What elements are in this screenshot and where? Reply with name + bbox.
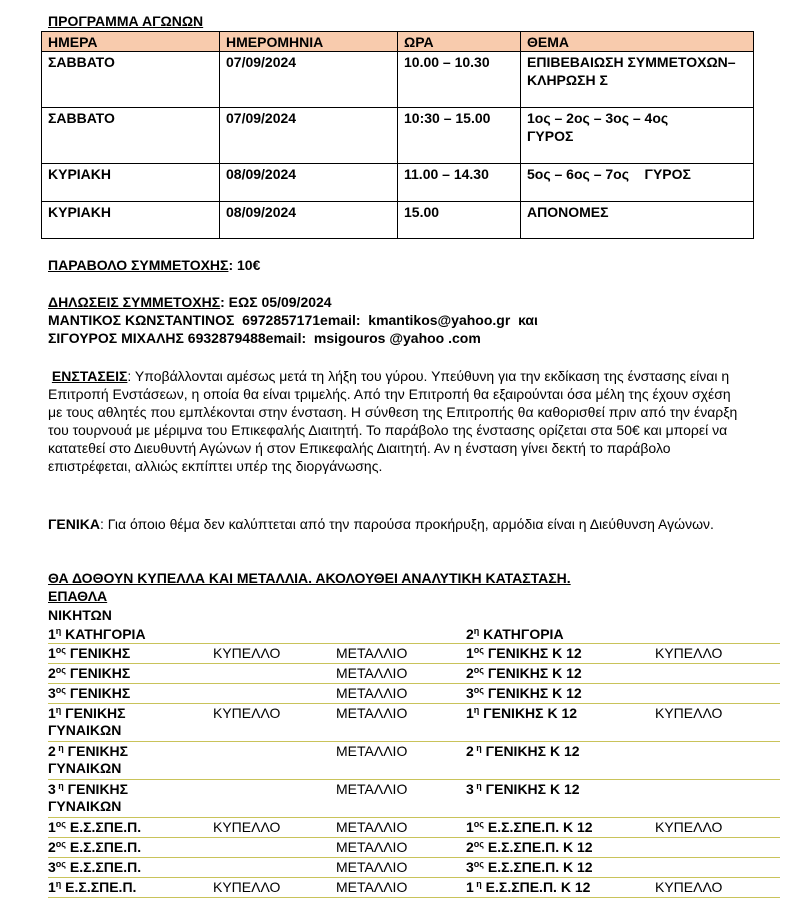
header-topic: ΘΕΜΑ [521, 32, 754, 52]
table-row [48, 780, 780, 818]
contact-2: ΣΙΓΟΥΡΟΣ ΜΙΧΑΛΗΣ 6932879488email: msigouros @yahoo .com [48, 330, 481, 346]
awards-table [48, 625, 780, 898]
place-label-cat1: $1^{o\varsigma}$ ΓΕΝΙΚΗΣ [48, 645, 131, 661]
cell-date: 08/09/2024 [220, 202, 398, 239]
table-row [48, 684, 780, 704]
place-label-cat1: $3^{o\varsigma}$ ΓΕΝΙΚΗΣ [48, 685, 131, 701]
cup-cat2: ΚΥΠΕΛΛΟ [655, 645, 723, 661]
cell-date: 07/09/2024 [220, 52, 398, 108]
objections-text: : Υποβάλλονται αμέσως μετά τη λήξη του γύρου. Υπεύθυνη για την εκδίκαση της ένστασης είναι η Επιτροπή Ενστάσεων, η οποία θα είναι τριμελής. Από την Επιτροπή θα εξαιρούνται όσα μέλη της έχουν σχέση με τους αθλητές που εμπλέκονται στην ένσταση. Η σύνθεση της Επιτροπής θα καθορισθεί πριν από την έναρξη του τουρνουά με μέριμνα του Επικεφαλής Διαιτητή. Το παράβολο της ένστασης ορίζεται στα 50€ και μπορεί να κατατεθεί στο Διευθυντή Αγώνων ή στον Επικεφαλής Διαιτητή. Αν η ένσταση γίνει δεκτή το παράβολο επιστρέφεται, αλλιώς εκπίπτει υπέρ της διοργάνωσης. [48, 368, 738, 474]
fee-line [48, 256, 748, 274]
place-label-cat2: $2^{o\varsigma}$ Ε.Σ.ΣΠΕ.Π. Κ 12 [466, 839, 593, 855]
prizes-label-1: ΕΠΑΘΛΑ [48, 588, 108, 604]
place-label-cat2: $3^{o\varsigma}$ Ε.Σ.ΣΠΕ.Π. Κ 12 [466, 859, 593, 875]
cell-time: 10.00 – 10.30 [398, 52, 521, 108]
place-label-cat2: $2^{o\varsigma}$ ΓΕΝΙΚΗΣ Κ 12 [466, 665, 582, 681]
schedule-header-row [42, 32, 754, 52]
cell-topic: 1ος – 2ος – 3ος – 4ος ΓΥΡΟΣ [521, 108, 754, 164]
cup-cat2: ΚΥΠΕΛΛΟ [655, 879, 723, 895]
medal-cat1: ΜΕΤΑΛΛΙΟ [336, 819, 408, 835]
place-label-cat1: $1^\eta$ ΓΕΝΙΚΗΣ ΓΥΝΑΙΚΩΝ [48, 705, 126, 738]
table-row [48, 818, 780, 838]
medal-cat1: ΜΕΤΑΛΛΙΟ [336, 879, 408, 895]
objections-label: ΕΝΣΤΑΣΕΙΣ [51, 368, 128, 384]
cell-date: 08/09/2024 [220, 164, 398, 202]
table-row [42, 164, 754, 202]
table-row [42, 52, 754, 108]
fee-label: ΠΑΡΑΒΟΛΟ ΣΥΜΜΕΤΟΧΗΣ [48, 257, 229, 273]
place-label-cat1: $3^{o\varsigma}$ Ε.Σ.ΣΠΕ.Π. [48, 859, 142, 875]
schedule-table [41, 31, 754, 239]
registration-value: : ΕΩΣ 05/09/2024 [220, 294, 332, 310]
header-day: ΗΜΕΡΑ [42, 32, 220, 52]
place-label-cat1: 3 $^\eta$ ΓΕΝΙΚΗΣ ΓΥΝΑΙΚΩΝ [48, 781, 129, 814]
fee-value: 10€ [233, 257, 261, 273]
place-label-cat1: 2 $^\eta$ ΓΕΝΙΚΗΣ ΓΥΝΑΙΚΩΝ [48, 743, 129, 776]
medal-cat1: ΜΕΤΑΛΛΙΟ [336, 743, 408, 759]
cup-cat1: ΚΥΠΕΛΛΟ [213, 645, 281, 661]
medal-cat1: ΜΕΤΑΛΛΙΟ [336, 645, 408, 661]
cup-cat1: ΚΥΠΕΛΛΟ [213, 705, 281, 721]
table-row [42, 202, 754, 239]
category-1-label: $1^\eta$ ΚΑΤΗΓΟΡΙΑ [48, 626, 146, 642]
page-title: ΠΡΟΓΡΑΜΜΑ ΑΓΩΝΩΝ [48, 13, 204, 29]
table-row [48, 704, 780, 742]
cell-topic: ΑΠΟΝΟΜΕΣ [521, 202, 754, 239]
medal-cat1: ΜΕΤΑΛΛΙΟ [336, 665, 408, 681]
cell-day: ΣΑΒΒΑΤΟ [42, 108, 220, 164]
registration-line [48, 293, 748, 311]
place-label-cat1: $1^\eta$ Ε.Σ.ΣΠΕ.Π. [48, 879, 137, 895]
medal-cat1: ΜΕΤΑΛΛΙΟ [336, 859, 408, 875]
medal-cat1: ΜΕΤΑΛΛΙΟ [336, 839, 408, 855]
place-label-cat1: $2^{o\varsigma}$ ΓΕΝΙΚΗΣ [48, 665, 131, 681]
cup-cat1: ΚΥΠΕΛΛΟ [213, 819, 281, 835]
prizes-label-2: ΝΙΚΗΤΩΝ [48, 607, 112, 623]
medal-cat1: ΜΕΤΑΛΛΙΟ [336, 781, 408, 797]
place-label-cat2: $1^{o\varsigma}$ ΓΕΝΙΚΗΣ Κ 12 [466, 645, 582, 661]
cup-cat1: ΚΥΠΕΛΛΟ [213, 879, 281, 895]
awards-heading: ΘΑ ΔΟΘΟΥΝ ΚΥΠΕΛΛΑ ΚΑΙ ΜΕΤΑΛΛΙΑ. ΑΚΟΛΟΥΘΕΙ ΑΝΑΛΥΤΙΚΗ ΚΑΤΑΣΤΑΣΗ. [48, 570, 571, 586]
objections-paragraph [48, 367, 738, 475]
registration-label: ΔΗΛΩΣΕΙΣ ΣΥΜΜΕΤΟΧΗΣ [48, 294, 221, 310]
cell-time: 11.00 – 14.30 [398, 164, 521, 202]
table-row [48, 644, 780, 664]
general-paragraph [48, 515, 748, 533]
category-row [48, 625, 780, 644]
table-row [48, 742, 780, 780]
general-label: ΓΕΝΙΚΑ [48, 516, 100, 532]
cup-cat2: ΚΥΠΕΛΛΟ [655, 705, 723, 721]
header-time: ΩΡΑ [398, 32, 521, 52]
cell-date: 07/09/2024 [220, 108, 398, 164]
place-label-cat2: $1^\eta$ ΓΕΝΙΚΗΣ Κ 12 [466, 705, 578, 721]
cell-time: 15.00 [398, 202, 521, 239]
cell-day: ΣΑΒΒΑΤΟ [42, 52, 220, 108]
table-row [48, 878, 780, 898]
table-row [48, 858, 780, 878]
place-label-cat1: $1^{o\varsigma}$ Ε.Σ.ΣΠΕ.Π. [48, 819, 142, 835]
cell-topic: ΕΠΙΒΕΒΑΙΩΣΗ ΣΥΜΜΕΤΟΧΩΝ– ΚΛΗΡΩΣΗ Σ [521, 52, 754, 108]
table-row [48, 838, 780, 858]
table-row [42, 108, 754, 164]
table-row [48, 664, 780, 684]
contact-1: ΜΑΝΤΙΚΟΣ ΚΩΝΣΤΑΝΤΙΝΟΣ 6972857171email: kmantikos@yahoo.gr και [48, 312, 538, 328]
medal-cat1: ΜΕΤΑΛΛΙΟ [336, 685, 408, 701]
cup-cat2: ΚΥΠΕΛΛΟ [655, 819, 723, 835]
place-label-cat2: 3 $^\eta$ ΓΕΝΙΚΗΣ Κ 12 [466, 781, 580, 797]
place-label-cat2: 2 $^\eta$ ΓΕΝΙΚΗΣ Κ 12 [466, 743, 580, 759]
place-label-cat2: $1^{o\varsigma}$ Ε.Σ.ΣΠΕ.Π. Κ 12 [466, 819, 593, 835]
place-label-cat1: $2^{o\varsigma}$ Ε.Σ.ΣΠΕ.Π. [48, 839, 142, 855]
category-2-label: $2^\eta$ ΚΑΤΗΓΟΡΙΑ [466, 626, 564, 642]
cell-day: ΚΥΡΙΑΚΗ [42, 164, 220, 202]
cell-time: 10:30 – 15.00 [398, 108, 521, 164]
medal-cat1: ΜΕΤΑΛΛΙΟ [336, 705, 408, 721]
cell-day: ΚΥΡΙΑΚΗ [42, 202, 220, 239]
general-text: : Για όποιο θέμα δεν καλύπτεται από την παρούσα προκήρυξη, αρμόδια είναι η Διεύθυνση Αγώνων. [99, 516, 714, 532]
place-label-cat2: 1 $^\eta$ Ε.Σ.ΣΠΕ.Π. Κ 12 [466, 879, 591, 895]
cell-topic: 5ος – 6ος – 7ος ΓΥΡΟΣ [521, 164, 754, 202]
fee-colon: : [228, 257, 234, 273]
header-date: ΗΜΕΡΟΜΗΝΙΑ [220, 32, 398, 52]
place-label-cat2: $3^{o\varsigma}$ ΓΕΝΙΚΗΣ Κ 12 [466, 685, 582, 701]
